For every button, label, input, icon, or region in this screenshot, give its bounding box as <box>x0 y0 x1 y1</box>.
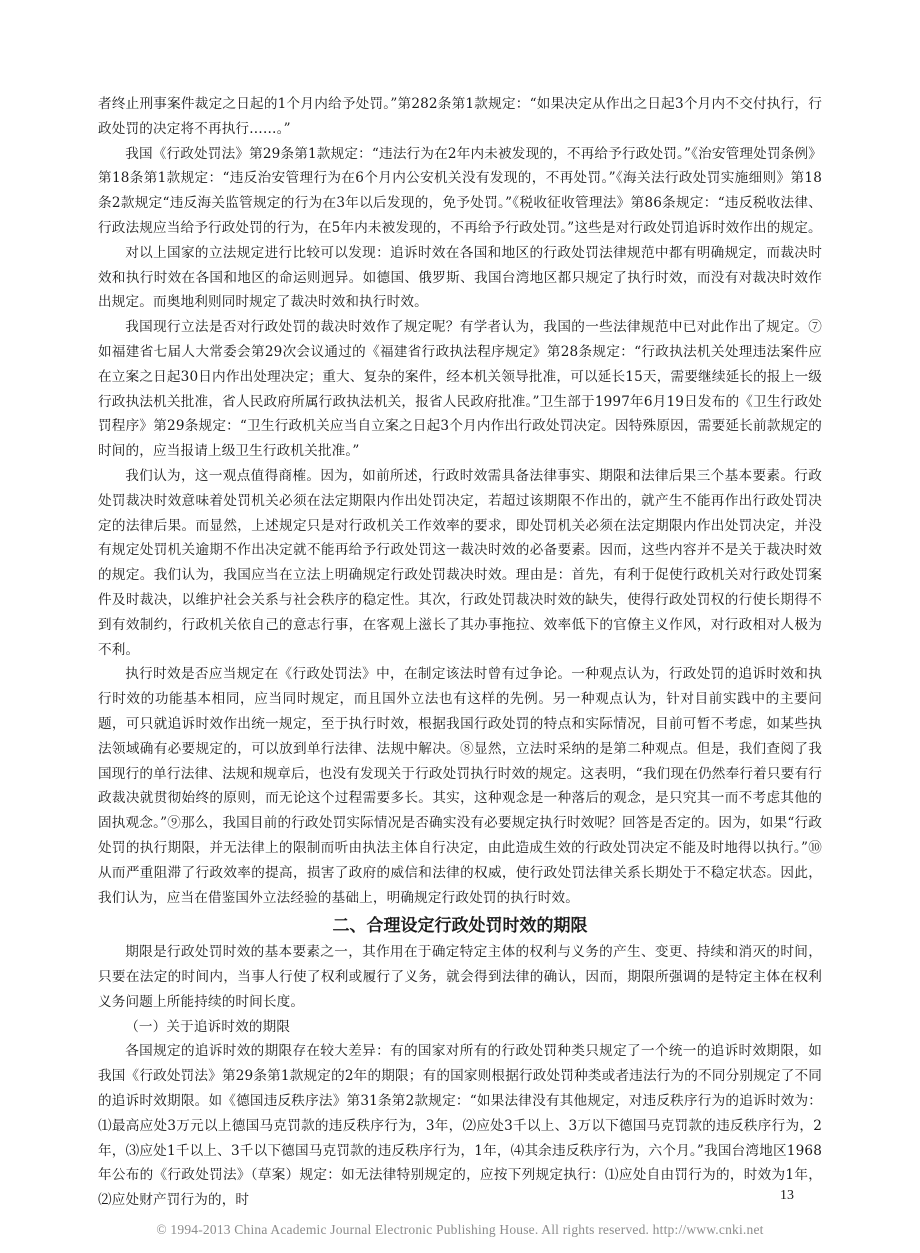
paragraph: 执行时效是否应当规定在《行政处罚法》中，在制定该法时曾有过争论。一种观点认为，行政处罚的追诉时效和执行时效的功能基本相同，应当同时规定，而且国外立法也有这样的先例。另一种观点认为，针对目前实践中的主要问题，可只就追诉时效作出统一规定，至于执行时效，根据我国行政处罚的特点和实际情况，目前可暂不考虑，如某些执法领域确有必要规定的，可以放到单行法律、法规中解决。⑧显然，立法时采纳的是第二种观点。但是，我们查阅了我国现行的单行法律、法规和规章后，也没有发现关于行政处罚执行时效的规定。这表明，“我们现在仍然奉行着只要有行政裁决就贯彻始终的原则，而无论这个过程需要多长。其实，这种观念是一种落后的观念，是只究其一而不考虑其他的固执观念。”⑨那么，我国目前的行政处罚实际情况是否确实没有必要规定执行时效呢？回答是否定的。因为，如果“行政处罚的执行期限，并无法律上的限制而听由执法主体自行决定，由此造成生效的行政处罚决定不能及时地得以执行。”⑩从而严重阻滞了行政效率的提高，损害了政府的威信和法律的权威，使行政处罚法律关系长期处于不稳定状态。因此，我们认为，应当在借鉴国外立法经验的基础上，明确规定行政处罚的执行时效。 <box>98 666 822 906</box>
paragraph: 我国《行政处罚法》第29条第1款规定：“违法行为在2年内未被发现的，不再给予行政处罚。”《治安管理处罚条例》第18条第1款规定：“违反治安管理行为在6个月内公安机关没有发现的，不再处罚。”《海关法行政处罚实施细则》第18条2款规定“违反海关监管规定的行为在3年以后发现的，免予处罚。”《税收征收管理法》第86条规定：“违反税收法律、行政法规应当给予行政处罚的行为，在5年内未被发现的，不再给予行政处罚。”这些是对行政处罚追诉时效作出的规定。 <box>98 145 822 236</box>
paragraph: 者终止刑事案件裁定之日起的1个月内给予处罚。”第282条第1款规定：“如果决定从作出之日起3个月内不交付执行，行政处罚的决定将不再执行……。” <box>98 96 822 137</box>
page-number: 13 <box>780 1188 794 1203</box>
subsection-heading: （一）关于追诉时效的期限 <box>125 1018 291 1035</box>
paragraph: 对以上国家的立法规定进行比较可以发现：追诉时效在各国和地区的行政处罚法律规范中都有明确规定，而裁决时效和执行时效在各国和地区的命运则迥异。如德国、俄罗斯、我国台湾地区都只规定了执行时效，而没有对裁决时效作出规定。而奥地利则同时规定了裁决时效和执行时效。 <box>98 244 822 311</box>
paragraph-group-section <box>98 940 822 1213</box>
paragraph: 各国规定的追诉时效的期限存在较大差异：有的国家对所有的行政处罚种类只规定了一个统一的追诉时效期限，如我国《行政处罚法》第29条第1款规定的2年的期限；有的国家则根据行政处罚种类或者违法行为的不同分别规定了不同的追诉时效期限。如《德国违反秩序法》第31条第2款规定：“如果法律没有其他规定，对违反秩序行为的追诉时效为：⑴最高应处3万元以上德国马克罚款的违反秩序行为，3年，⑵应处3千以上、3万以下德国马克罚款的违反秩序行为，2年，⑶应处1千以上、3千以下德国马克罚款的违反秩序行为，1年，⑷其余违反秩序行为，六个月。”我国台湾地区1968年公布的《行政处罚法》（草案）规定：如无法律特别规定的，应按下列规定执行：⑴应处自由罚行为的，时效为1年，⑵应处财产罚行为的，时 <box>98 1043 822 1209</box>
paragraph-group-top <box>98 92 822 910</box>
section-heading: 二、合理设定行政处罚时效的期限 <box>332 916 588 937</box>
article-body <box>98 92 822 1213</box>
copyright-footer: © 1994-2013 China Academic Journal Electronic Publishing House. All rights reserved. http://www.cnki.net <box>156 1222 764 1237</box>
paragraph: 我们认为，这一观点值得商榷。因为，如前所述，行政时效需具备法律事实、期限和法律后果三个基本要素。行政处罚裁决时效意味着处罚机关必须在法定期限内作出处罚决定，若超过该期限不作出的，就产生不能再作出行政处罚决定的法律后果。而显然，上述规定只是对行政机关工作效率的要求，即处罚机关必须在法定期限内作出处罚决定，并没有规定处罚机关逾期不作出决定就不能再给予行政处罚这一裁决时效的必备要素。因而，这些内容并不是关于裁决时效的规定。我们认为，我国应当在立法上明确规定行政处罚裁决时效。理由是：首先，有利于促使行政机关对行政处罚案件及时裁决，以维护社会关系与社会秩序的稳定性。其次，行政处罚裁决时效的缺失，使得行政处罚权的行使长期得不到有效制约，行政机关依自己的意志行事，在客观上滋长了其办事拖拉、效率低下的官僚主义作风，对行政相对人极为不利。 <box>98 467 822 658</box>
paragraph: 期限是行政处罚时效的基本要素之一，其作用在于确定特定主体的权利与义务的产生、变更、持续和消灭的时间，只要在法定的时间内，当事人行使了权利或履行了义务，就会得到法律的确认，因而，期限所强调的是特定主体在权利义务问题上所能持续的时间长度。 <box>98 944 822 1010</box>
paragraph: 我国现行立法是否对行政处罚的裁决时效作了规定呢？有学者认为，我国的一些法律规范中已对此作出了规定。⑦如福建省七届人大常委会第29次会议通过的《福建省行政执法程序规定》第28条规定：“行政执法机关处理违法案件应在立案之日起30日内作出处理决定；重大、复杂的案件，经本机关领导批准，可以延长15天，需要继续延长的报上一级行政执法机关批准，省人民政府所属行政执法机关，报省人民政府批准。”卫生部于1997年6月19日发布的《卫生行政处罚程序》第29条规定：“卫生行政机关应当自立案之日起3个月内作出行政处罚决定。因特殊原因，需要延长前款规定的时间的，应当报请上级卫生行政机关批准。” <box>98 319 822 460</box>
